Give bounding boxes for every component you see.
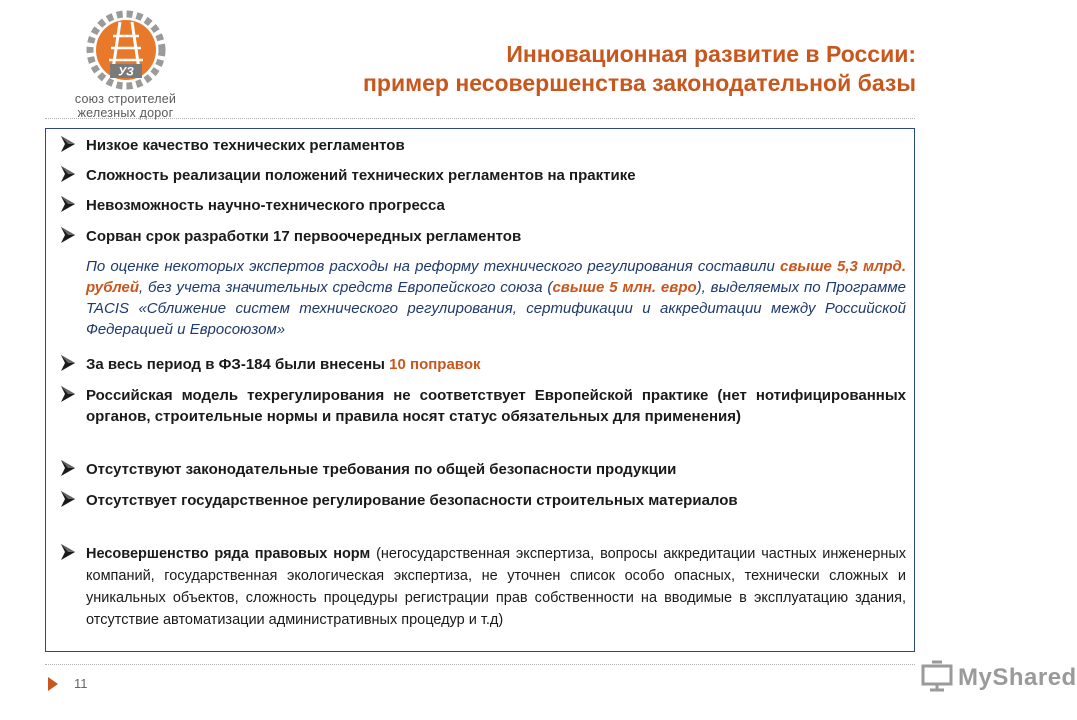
- list-item: Отсутствуют законодательные требования по общей безопасности продукции: [60, 459, 906, 480]
- bottom-divider: [45, 664, 915, 665]
- arrow-bullet-icon: [60, 165, 76, 183]
- list-item: За весь период в ФЗ-184 были внесены 10 поправок: [60, 354, 906, 375]
- title-line-1: Инновационная развитие в России:: [506, 41, 916, 67]
- list-item: Отсутствует государственное регулирование безопасности строительных материалов: [60, 490, 906, 511]
- list-item: Сорван срок разработки 17 первоочередных регламентов: [60, 226, 906, 247]
- list-item: Сложность реализации положений технических регламентов на практике: [60, 165, 906, 186]
- arrow-bullet-icon: [60, 354, 76, 372]
- title-line-2: пример несовершенства законодательной базы: [363, 70, 916, 96]
- arrow-bullet-icon: [60, 543, 76, 561]
- svg-text:УЗ: УЗ: [118, 64, 134, 79]
- list-item: Невозможность научно-технического прогресса: [60, 195, 906, 216]
- arrow-bullet-icon: [60, 195, 76, 213]
- content-box: [45, 128, 915, 652]
- arrow-bullet-icon: [60, 135, 76, 153]
- list-item: Несовершенство ряда правовых норм (негосударственная экспертиза, вопросы аккредитации частных инженерных компаний, государственная экологическая экспертиза, не уточнен список особо опасных, технически сложных и уникальных объектов, сложность процедуры регистрации прав собственности на вводимые в эксплуатацию здания, отсутствие автоматизации административных процедур и т.д): [60, 543, 906, 631]
- list-item: Низкое качество технических регламентов: [60, 135, 906, 156]
- presentation-icon: [920, 660, 954, 692]
- list-item: Российская модель техрегулирования не соответствует Европейской практике (нет нотифицированных органов, строительные нормы и правила носят статус обязательных для применения): [60, 385, 906, 427]
- expert-note: По оценке некоторых экспертов расходы на реформу технического регулирования составили свыше 5,3 млрд. рублей, без учета значительных средств Европейского союза (свыше 5 млн. евро), выделяемых по Программе TACIS «Сближение систем технического регулирования, сертификации и аккредитации между Российской Федерацией и Евросоюзом»: [86, 258, 907, 338]
- arrow-bullet-icon: [60, 226, 76, 244]
- org-logo: [38, 10, 213, 125]
- arrow-bullet-icon: [60, 385, 76, 403]
- page-number: 11: [74, 676, 88, 691]
- top-divider: [45, 118, 915, 119]
- arrow-bullet-icon: [60, 490, 76, 508]
- logo-caption: союз строителей железных дорог: [74, 92, 177, 120]
- page-title: [276, 40, 916, 98]
- gear-emblem-icon: [76, 10, 176, 90]
- page-arrow-icon: [47, 676, 59, 692]
- arrow-bullet-icon: [60, 459, 76, 477]
